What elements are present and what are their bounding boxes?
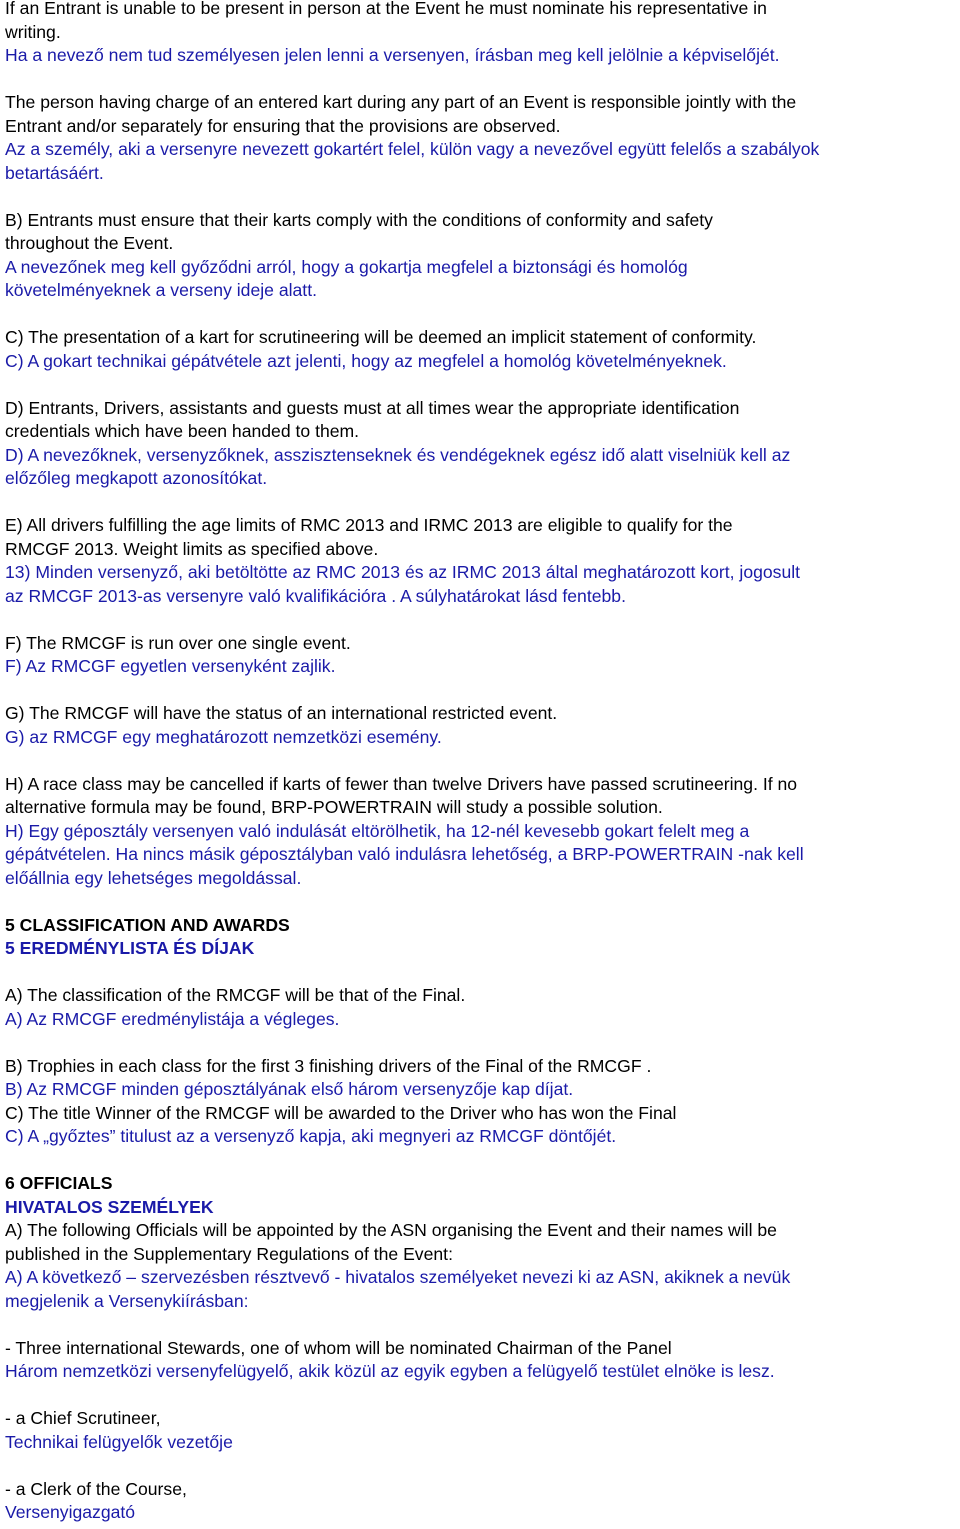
section-heading: 5 CLASSIFICATION AND AWARDS — [5, 914, 290, 935]
section-heading: 5 EREDMÉNYLISTA ÉS DÍJAK — [5, 938, 255, 958]
hungarian-text-line: A) A következő – szervezésben résztvevő - hivatalos személyeket nevezi ki az ASN, akiknek a nevük — [5, 1267, 791, 1287]
paragraph-gap — [5, 373, 955, 397]
english-text-line: writing. — [5, 21, 61, 42]
paragraph-block — [5, 397, 955, 491]
paragraph-gap — [5, 961, 955, 985]
section-heading: HIVATALOS SZEMÉLYEK — [5, 1196, 214, 1217]
hungarian-text-line: gépátvételen. Ha nincs másik géposztályban való indulásra lehetőség, a BRP-POWERTRAIN -nak kell — [5, 844, 804, 864]
hungarian-text-line: előzőleg megkapott azonosítókat. — [5, 468, 268, 488]
paragraph-gap — [5, 185, 955, 209]
english-text-line: E) All drivers fulfilling the age limits of RMC 2013 and IRMC 2013 are eligible to qualify for the — [5, 515, 733, 535]
paragraph-block — [5, 209, 955, 303]
paragraph-gap — [5, 491, 955, 515]
english-text-line: F) The RMCGF is run over one single event. — [5, 632, 351, 653]
hungarian-text-line: 13) Minden versenyző, aki betöltötte az RMC 2013 és az IRMC 2013 által meghatározott kort, jogosult — [5, 562, 801, 582]
paragraph-block — [5, 1337, 955, 1384]
paragraph-gap — [5, 679, 955, 703]
english-text-line: G) The RMCGF will have the status of an international restricted event. — [5, 703, 558, 723]
english-text-line: alternative formula may be found, BRP-POWERTRAIN will study a possible solution. — [5, 797, 663, 817]
paragraph-block — [5, 914, 955, 961]
english-text-line: Entrant and/or separately for ensuring that the provisions are observed. — [5, 115, 561, 136]
english-text-line: C) The presentation of a kart for scrutineering will be deemed an implicit statement of conformity. — [5, 327, 757, 347]
paragraph-gap — [5, 749, 955, 773]
document-page — [5, 0, 955, 1525]
paragraph-gap — [5, 1384, 955, 1408]
section-heading: 6 OFFICIALS — [5, 1173, 113, 1193]
hungarian-text-line: megjelenik a Versenykiírásban: — [5, 1290, 249, 1311]
hungarian-text-line: A nevezőnek meg kell győződni arról, hogy a gokartja megfelel a biztonsági és homológ — [5, 256, 688, 277]
hungarian-text-line: Három nemzetközi versenyfelügyelő, akik közül az egyik egyben a felügyelő testület elnöke is lesz. — [5, 1361, 775, 1381]
hungarian-text-line: Az a személy, aki a versenyre nevezett gokartért felel, külön vagy a nevezővel együtt felelős a szabályok — [5, 139, 820, 159]
english-text-line: credentials which have been handed to them. — [5, 421, 360, 441]
paragraph-block — [5, 91, 955, 185]
hungarian-text-line: G) az RMCGF egy meghatározott nemzetközi esemény. — [5, 726, 442, 747]
paragraph-block — [5, 1055, 955, 1149]
english-text-line: The person having charge of an entered kart during any part of an Event is responsible jointly with the — [5, 92, 797, 112]
paragraph-block — [5, 1172, 955, 1313]
english-text-line: A) The following Officials will be appointed by the ASN organising the Event and their names will be — [5, 1220, 777, 1240]
hungarian-text-line: az RMCGF 2013-as versenyre való kvalifikációra . A súlyhatárokat lásd fentebb. — [5, 585, 626, 606]
hungarian-text-line: C) A gokart technikai gépátvétele azt jelenti, hogy az megfelel a homológ követelményeknek. — [5, 350, 727, 371]
paragraph-gap — [5, 1149, 955, 1173]
paragraph-block — [5, 702, 955, 749]
paragraph-gap — [5, 1454, 955, 1478]
hungarian-text-line: Technikai felügyelők vezetője — [5, 1431, 233, 1452]
paragraph-block — [5, 0, 955, 68]
hungarian-text-line: Versenyigazgató — [5, 1502, 136, 1522]
paragraph-block — [5, 632, 955, 679]
english-text-line: B) Trophies in each class for the first 3 finishing drivers of the Final of the RMCGF . — [5, 1055, 652, 1076]
paragraph-block — [5, 514, 955, 608]
hungarian-text-line: F) Az RMCGF egyetlen versenyként zajlik. — [5, 656, 336, 676]
hungarian-text-line: követelményeknek a verseny ideje alatt. — [5, 280, 317, 300]
hungarian-text-line: B) Az RMCGF minden géposztályának első három versenyzője kap díjat. — [5, 1079, 574, 1099]
english-text-line: H) A race class may be cancelled if karts of fewer than twelve Drivers have passed scrutineering. If no — [5, 773, 798, 794]
paragraph-block — [5, 1407, 955, 1454]
paragraph-gap — [5, 608, 955, 632]
english-text-line: - a Clerk of the Course, — [5, 1478, 187, 1499]
paragraph-gap — [5, 68, 955, 92]
paragraph-gap — [5, 1031, 955, 1055]
english-text-line: - a Chief Scrutineer, — [5, 1408, 161, 1428]
english-text-line: C) The title Winner of the RMCGF will be awarded to the Driver who has won the Final — [5, 1102, 677, 1123]
hungarian-text-line: előállnia egy lehetséges megoldással. — [5, 867, 302, 888]
english-text-line: If an Entrant is unable to be present in person at the Event he must nominate his representative in — [5, 0, 767, 18]
english-text-line: RMCGF 2013. Weight limits as specified above. — [5, 538, 379, 559]
hungarian-text-line: D) A nevezőknek, versenyzőknek, asszisztenseknek és vendégeknek egész idő alatt viselniük kell az — [5, 444, 791, 465]
english-text-line: D) Entrants, Drivers, assistants and guests must at all times wear the appropriate identification — [5, 397, 740, 418]
english-text-line: B) Entrants must ensure that their karts comply with the conditions of conformity and safety — [5, 209, 713, 230]
paragraph-block — [5, 984, 955, 1031]
hungarian-text-line: A) Az RMCGF eredménylistája a végleges. — [5, 1008, 340, 1029]
english-text-line: throughout the Event. — [5, 233, 174, 253]
paragraph-gap — [5, 303, 955, 327]
hungarian-text-line: Ha a nevező nem tud személyesen jelen lenni a versenyen, írásban meg kell jelölnie a képviselőjét. — [5, 45, 780, 65]
hungarian-text-line: C) A „győztes” titulust az a versenyző kapja, aki megnyeri az RMCGF döntőjét. — [5, 1126, 617, 1146]
english-text-line: published in the Supplementary Regulations of the Event: — [5, 1243, 453, 1264]
paragraph-block — [5, 773, 955, 891]
english-text-line: - Three international Stewards, one of whom will be nominated Chairman of the Panel — [5, 1337, 672, 1358]
paragraph-block — [5, 326, 955, 373]
paragraph-block — [5, 1478, 955, 1525]
english-text-line: A) The classification of the RMCGF will be that of the Final. — [5, 985, 466, 1005]
hungarian-text-line: betartásáért. — [5, 162, 104, 183]
hungarian-text-line: H) Egy géposztály versenyen való indulását eltörölhetik, ha 12-nél kevesebb gokart felelt meg a — [5, 820, 750, 841]
paragraph-gap — [5, 1313, 955, 1337]
paragraph-gap — [5, 890, 955, 914]
